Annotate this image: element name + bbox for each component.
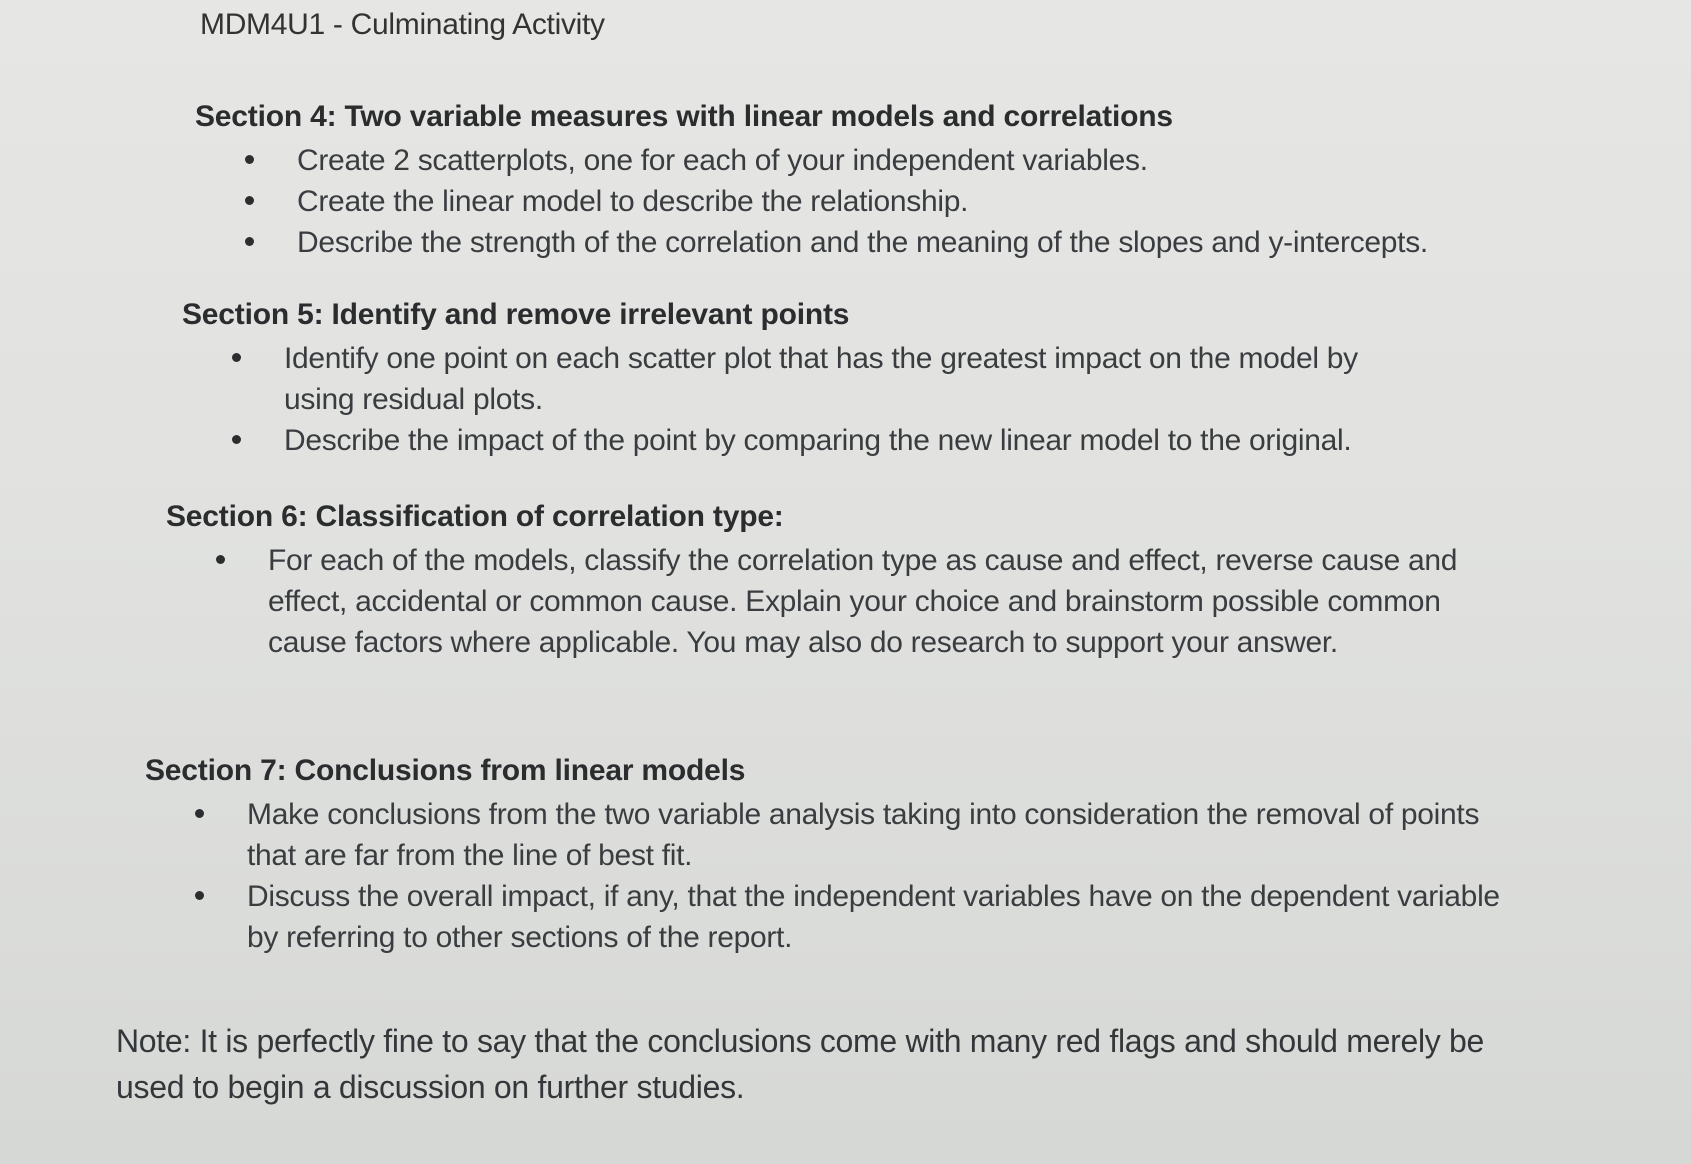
bullet-icon xyxy=(232,353,241,362)
list-item-text: Create 2 scatterplots, one for each of your independent variables. xyxy=(297,144,1148,177)
bullet-icon xyxy=(245,196,254,205)
list-item-text: Describe the impact of the point by comparing the new linear model to the original. xyxy=(284,424,1352,457)
bullet-icon xyxy=(195,891,204,900)
document-title: MDM4U1 - Culminating Activity xyxy=(200,8,605,41)
list-item xyxy=(232,338,1432,420)
list-item xyxy=(245,140,1515,181)
section-7 xyxy=(145,754,1565,958)
section-7-heading: Section 7: Conclusions from linear models xyxy=(145,754,746,787)
section-5-heading: Section 5: Identify and remove irrelevant points xyxy=(182,298,850,331)
section-4-heading: Section 4: Two variable measures with linear models and correlations xyxy=(195,100,1173,133)
bullet-icon xyxy=(216,555,225,564)
list-item xyxy=(195,876,1535,958)
list-item xyxy=(245,222,1515,263)
bullet-icon xyxy=(245,237,254,246)
section-5-bullet-list xyxy=(232,338,1432,461)
section-7-bullet-list xyxy=(195,794,1535,958)
list-item-text: Identify one point on each scatter plot that has the greatest impact on the model by using residual plots. xyxy=(284,342,1358,416)
section-4-bullet-list xyxy=(245,140,1515,263)
list-item-text: Describe the strength of the correlation and the meaning of the slopes and y-intercepts. xyxy=(297,226,1428,259)
list-item-text: For each of the models, classify the correlation type as cause and effect, reverse cause and effect, accidental or common cause. Explain your choice and brainstorm possible common cause factors where applicable. You may also do research to support your answer. xyxy=(268,544,1458,659)
section-6-heading: Section 6: Classification of correlation type: xyxy=(166,500,784,533)
list-item xyxy=(232,420,1432,461)
list-item xyxy=(195,794,1535,876)
bullet-icon xyxy=(232,435,241,444)
list-item-text: Make conclusions from the two variable analysis taking into consideration the removal of points that are far from the line of best fit. xyxy=(247,798,1480,872)
section-6-bullet-list xyxy=(216,540,1496,663)
section-6 xyxy=(166,500,1546,663)
bullet-icon xyxy=(195,809,204,818)
list-item-text: Create the linear model to describe the relationship. xyxy=(297,185,969,218)
section-5 xyxy=(182,298,1462,461)
note-paragraph: Note: It is perfectly fine to say that the conclusions come with many red flags and should merely be used to begin a discussion on further studies. xyxy=(116,1023,1485,1105)
list-item xyxy=(216,540,1496,663)
list-item-text: Discuss the overall impact, if any, that the independent variables have on the dependent variable by referring to other sections of the report. xyxy=(247,880,1500,954)
list-item xyxy=(245,181,1515,222)
bullet-icon xyxy=(245,155,254,164)
section-4 xyxy=(195,100,1515,263)
